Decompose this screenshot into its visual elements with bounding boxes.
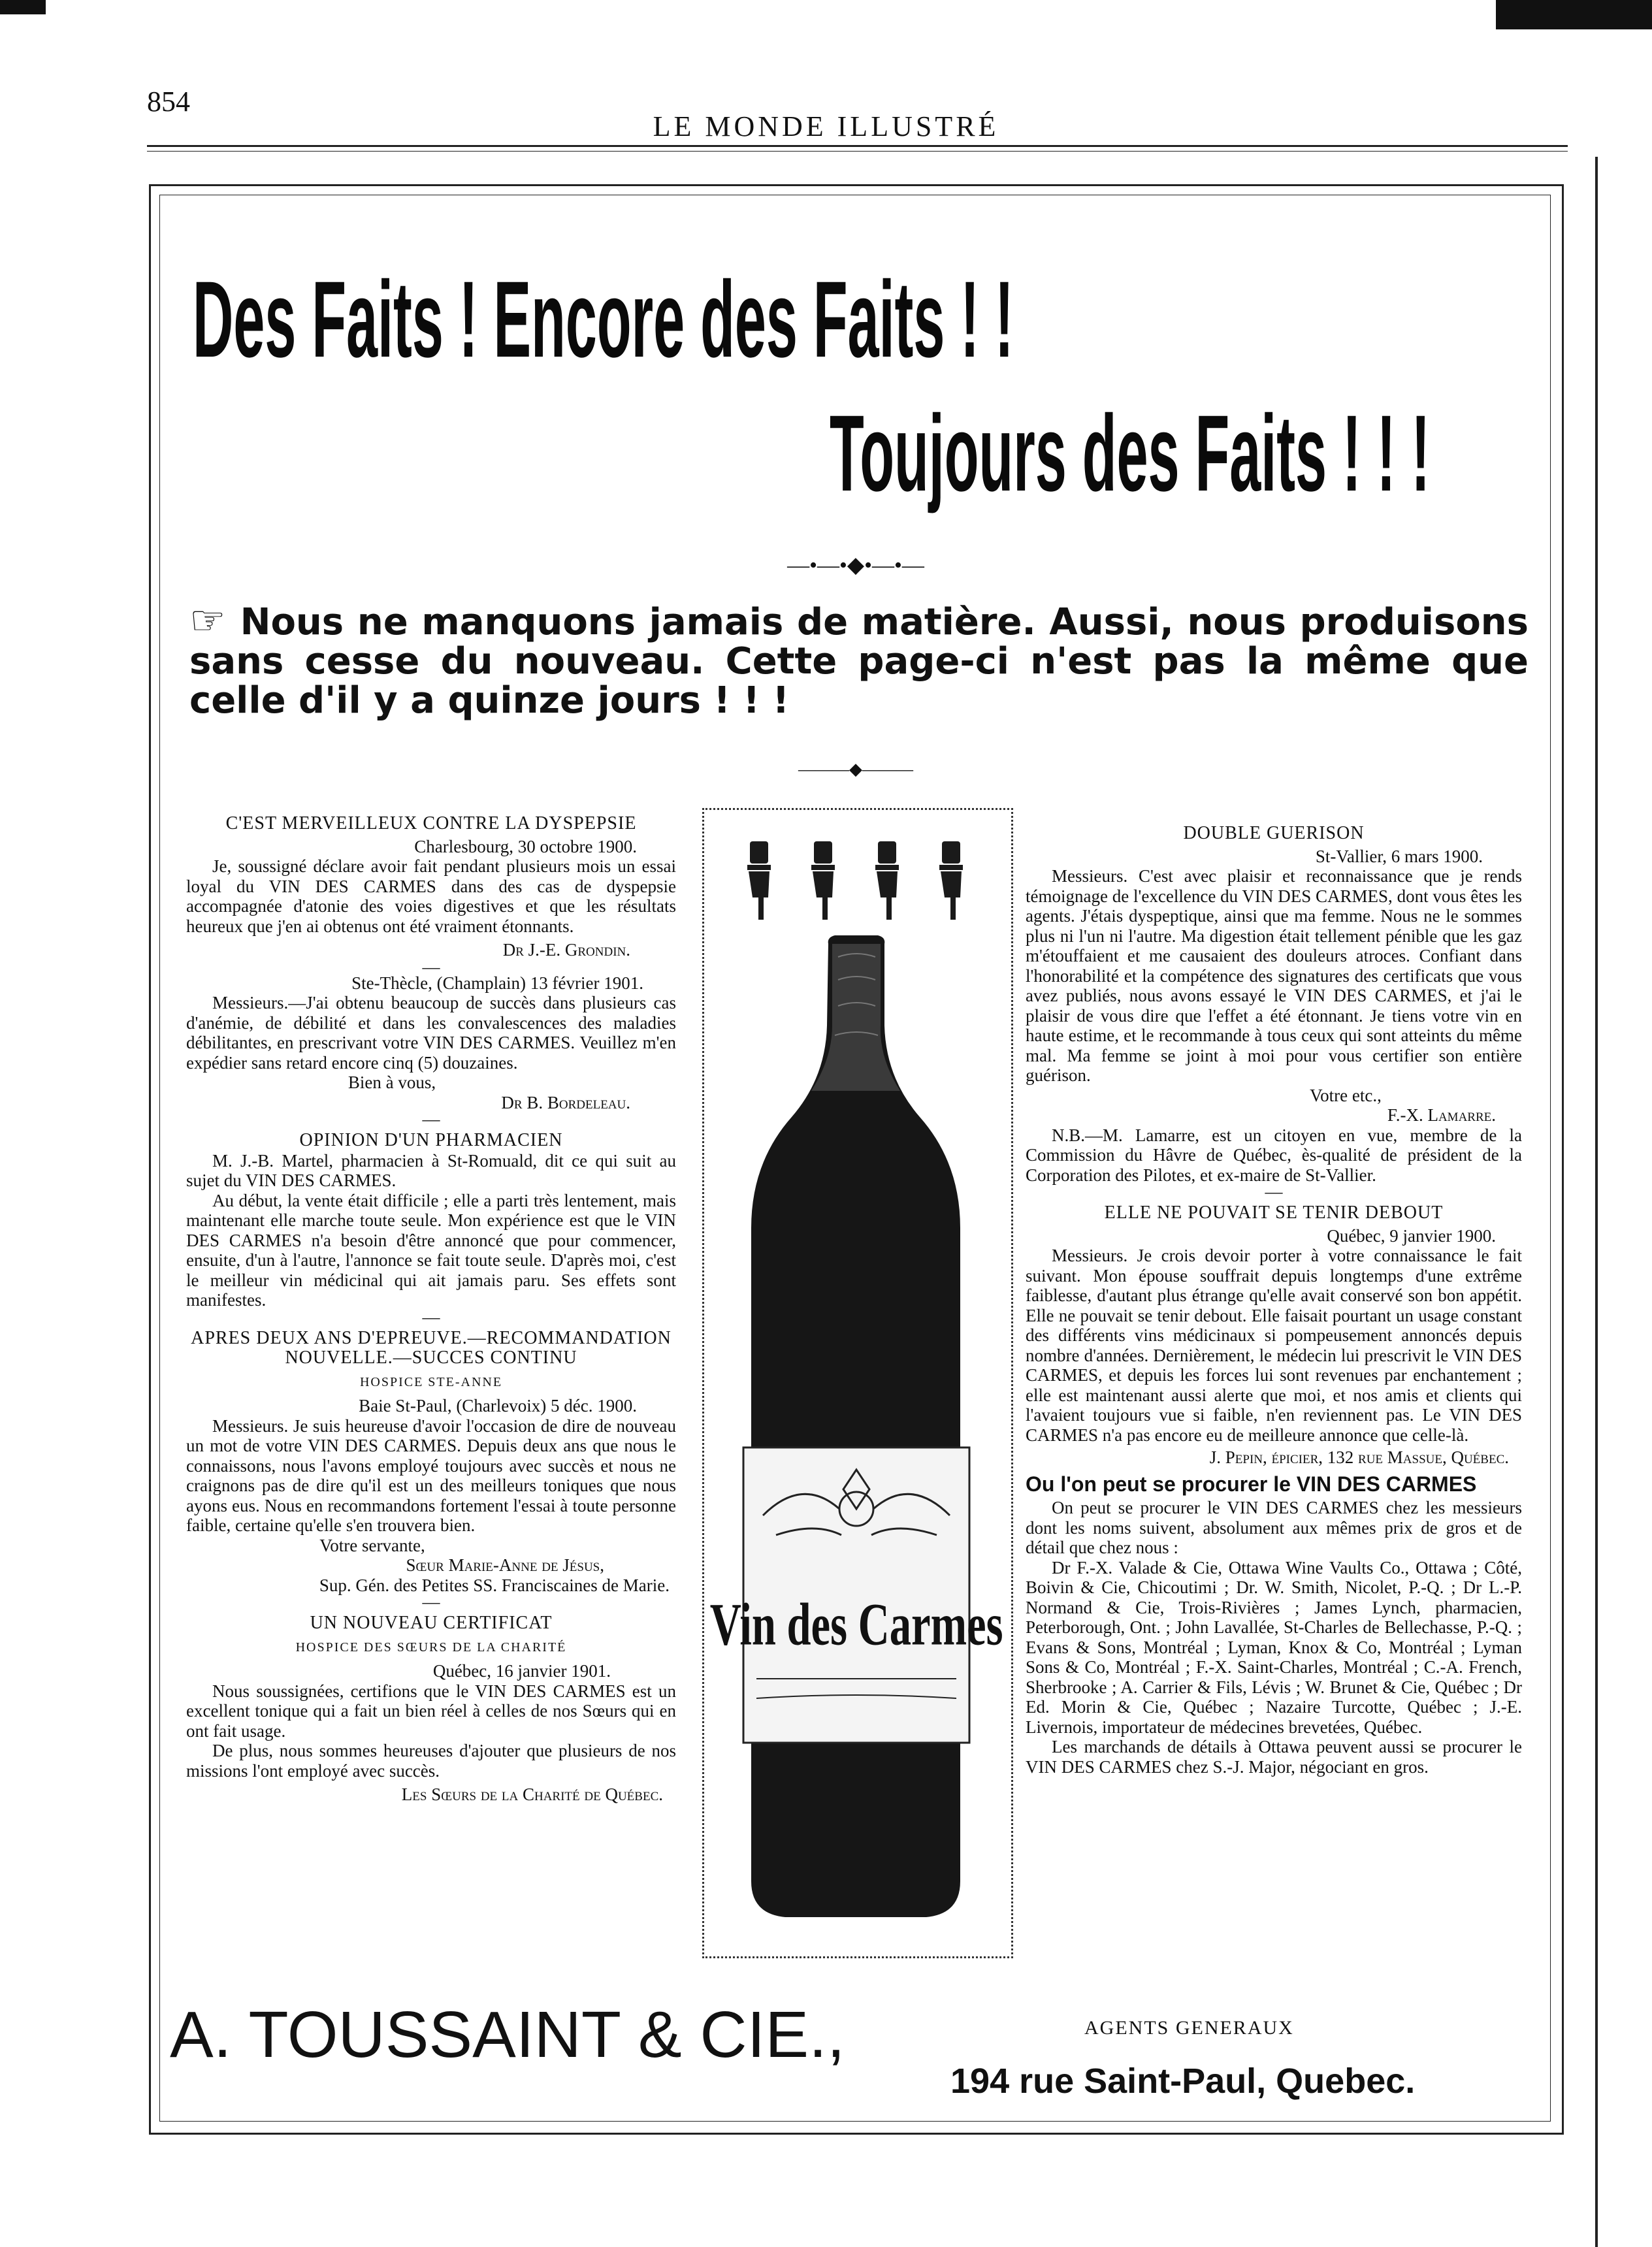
testimonial-body: Je, soussigné déclare avoir fait pendant plusieurs mois un essai loyal du VIN DES CARMES dans des cas de dyspepsie accompagnée d'atonie des voies digestives et que les résultats heureux que j'en ai obtenus ont été vraiment étonnants.: [186, 856, 676, 936]
separator: —: [422, 956, 440, 977]
signature: Dr B. Bordeleau.: [501, 1092, 630, 1112]
dateline: Ste-Thècle, (Champlain) 13 février 1901.: [351, 973, 643, 993]
agents-label: AGENTS GENERAUX: [1084, 2017, 1294, 2039]
signature: F.-X. Lamarre.: [1387, 1105, 1496, 1125]
testimonial-body: Messieurs.—J'ai obtenu beaucoup de succès dans plusieurs cas d'anémie, de débilité et dans les convalescences des maladies débilitantes, en prescrivant votre VIN DES CARMES. Veuillez m'en expédier sans retard encore cinq (5) douzaines.: [186, 993, 676, 1073]
section-subheading: HOSPICE DES SŒURS DE LA CHARITÉ: [295, 1640, 567, 1655]
testimonial-body: Messieurs. Je suis heureuse d'avoir l'occasion de dire de nouveau un mot de votre VIN DES CARMES. Depuis deux ans que nous le connaissons, nous l'avons employé toujours avec succès et nous ne craignons pas de dire qu'il est un des meilleurs toniques que nous ayons eus. Nous en recommandons fortement l'essai à toute personne faible, certaine qu'elle s'en trouvera bien.: [186, 1415, 676, 1535]
ornament-divider: —•—•◆•—•—: [787, 553, 924, 577]
dateline: Baie St-Paul, (Charlevoix) 5 déc. 1900.: [359, 1396, 637, 1415]
ornament-divider: ———◆———: [798, 760, 913, 779]
section-heading: ELLE NE POUVAIT SE TENIR DEBOUT: [1104, 1203, 1444, 1223]
scan-edge-mark: [1496, 0, 1652, 29]
section-heading: UN NOUVEAU CERTIFICAT: [310, 1613, 553, 1633]
section-heading: OPINION D'UN PHARMACIEN: [299, 1130, 563, 1150]
bottle-illustration-panel: [702, 808, 1013, 1958]
separator: —: [422, 1306, 440, 1327]
testimonial-body: Nous soussignées, certifions que le VIN DES CARMES est un excellent tonique qui a fait un bien réel à celles de nos Sœurs qui en ont fait usage.: [186, 1681, 676, 1741]
section-heading: APRES DEUX ANS D'EPREUVE.—RECOMMANDATION NOUVELLE.—SUCCES CONTINU: [191, 1327, 672, 1368]
section-subheading: HOSPICE STE-ANNE: [359, 1374, 503, 1389]
dateline: Québec, 16 janvier 1901.: [432, 1661, 611, 1681]
intro-paragraph: [189, 596, 1529, 722]
testimonial-body: De plus, nous sommes heureuses d'ajouter que plusieurs de nos missions l'ont employé avec succès.: [186, 1741, 676, 1781]
retailer-list: Dr F.-X. Valade & Cie, Ottawa Wine Vaults Co., Ottawa ; Côté, Boivin & Cie, Chicoutimi ; Dr. W. Smith, Nicolet, P.-Q. ; Dr L.-P. Normand & Cie, Trois-Rivières ; James Lynch, pharmacien, Peterborough, Ont. ; John Lavallée, St-Charles de Bellechasse, P.-Q. ; Evans & Sons, Montréal ; Lyman, Knox & Co, Montréal ; Lyman Sons & Co, Montréal ; F.-X. Saint-Charles, Montréal ; C.-A. French, Sherbrooke ; A. Carrier & Fils, Lévis ; W. Brunet & Cie, Québec ; Dr Ed. Morin & Cie, Québec ; Nazaire Turcotte, Québec ; J.-E. Livernois, importateur de médecines brevetées, Québec.: [1026, 1557, 1522, 1737]
firm-name: A. TOUSSAINT & CIE.,: [170, 1998, 845, 2071]
intro-text: Nous ne manquons jamais de matière. Aussi, nous produisons sans cesse du nouveau. Cette page-ci n'est pas la même que celle d'il y a quinze jours ! ! !: [189, 601, 1529, 722]
scan-edge-mark: [0, 0, 46, 14]
testimonial-body: M. J.-B. Martel, pharmacien à St-Romuald, dit ce qui suit au sujet du VIN DES CARMES.: [186, 1150, 676, 1190]
retailer-note: Les marchands de détails à Ottawa peuvent aussi se procurer le VIN DES CARMES chez S.-J. Major, négociant en gros.: [1026, 1737, 1522, 1777]
separator: —: [422, 1109, 440, 1129]
firm-address: 194 rue Saint-Paul, Quebec.: [950, 2061, 1416, 2101]
separator: —: [1265, 1182, 1283, 1201]
closing: Bien à vous,: [348, 1073, 436, 1092]
section-heading: Ou l'on peut se procurer le VIN DES CARMES: [1026, 1472, 1477, 1496]
closing: Votre etc.,: [1310, 1085, 1382, 1105]
testimonial-body: Au début, la vente était difficile ; elle a parti très lentement, mais maintenant elle marche toute seule. Mon expérience est que le VIN DES CARMES n'a besoin d'être annoncé que pour commencer, ensuite, d'un à l'autre, l'annonce se fait toute seule. D'après moi, c'est le meilleur vin médicinal qui ait jamais paru. Ses effets sont manifestes.: [186, 1190, 676, 1310]
masthead: LE MONDE ILLUSTRÉ: [653, 110, 999, 142]
retailer-intro: On peut se procurer le VIN DES CARMES chez les messieurs dont les noms suivent, absolument aux mêmes prix de gros et de détail que chez nous :: [1026, 1498, 1522, 1557]
pointing-hand-icons: [747, 841, 963, 920]
section-heading: DOUBLE GUERISON: [1183, 823, 1365, 843]
header-rule: [147, 151, 1568, 152]
section-heading: C'EST MERVEILLEUX CONTRE LA DYSPEPSIE: [225, 813, 637, 833]
signature-title: Sup. Gén. des Petites SS. Franciscaines de Marie.: [319, 1575, 670, 1595]
header-rule: [147, 145, 1568, 147]
signature: Les Sœurs de la Charité de Québec.: [401, 1785, 663, 1804]
left-column: [186, 809, 676, 1805]
headline-line-1: Des Faits ! Encore des Faits ! !: [193, 259, 1014, 380]
right-column: [1026, 818, 1522, 1777]
bottle-label-text: Vin des Carmes: [709, 1591, 1003, 1658]
wine-bottle-illustration: [704, 810, 1007, 1952]
closing: Votre servante,: [319, 1535, 425, 1555]
dateline: St-Vallier, 6 mars 1900.: [1315, 846, 1483, 866]
headline-line-2: Toujours des Faits ! ! !: [830, 393, 1431, 514]
testimonial-body: Messieurs. Je crois devoir porter à votre connaissance le fait suivant. Mon épouse souffrait depuis longtemps d'une extrême faiblesse, d'autant plus étrange qu'elle avait conservé son bon appétit. Elle ne pouvait se tenir debout. Elle faisait pourtant un usage constant des différents vins médicinaux si pompeusement annoncés depuis nombre d'années. Dernièrement, le médecin lui prescrivit le VIN DES CARMES, et depuis les forces lui sont revenues par enchantement ; elle est maintenant aussi alerte que moi, et nos amis et clients qui l'avaient toujours vue si faible, n'en reviennent pas. Le VIN DES CARMES n'a pas encore eu de meilleure annonce que celle-là.: [1026, 1246, 1522, 1445]
separator: —: [422, 1592, 440, 1611]
signature: Dr J.-E. Grondin.: [502, 940, 630, 960]
pointing-hand-icon: ☞: [189, 596, 226, 644]
page-gutter-line: [1595, 157, 1598, 2247]
note-paragraph: N.B.—M. Lamarre, est un citoyen en vue, membre de la Commission du Hâvre de Québec, ès-qualité de président de la Corporation des Pilotes, et ex-maire de St-Vallier.: [1026, 1125, 1522, 1185]
signature: Sœur Marie-Anne de Jésus,: [406, 1555, 604, 1575]
dateline: Charlesbourg, 30 octobre 1900.: [414, 836, 637, 856]
page-number: 854: [147, 86, 190, 118]
dateline: Québec, 9 janvier 1900.: [1327, 1225, 1496, 1246]
testimonial-body: Messieurs. C'est avec plaisir et reconnaissance que je rends témoignage de l'excellence du VIN DES CARMES, dont vous êtes les agents. J'étais dyspeptique, ainsi que ma femme. Nous ne le sommes plus ni l'un ni l'autre. Ma digestion était tellement pénible que les gaz m'étouffaient et me causaient des douleurs atroces. Confiant dans l'honorabilité et la compétence des signatures des certificats que vous avez publiés, nous avons essayé le VIN DES CARMES, et j'ai le plaisir de vous dire que l'effet a été étonnant. Je tiens votre vin en haute estime, et le recommande à tous ceux qui sont atteints du même mal. Ma femme se joint à moi pour vous certifier son entière guérison.: [1026, 866, 1522, 1085]
signature: J. Pepin, épicier, 132 rue Massue, Québec.: [1209, 1447, 1509, 1467]
